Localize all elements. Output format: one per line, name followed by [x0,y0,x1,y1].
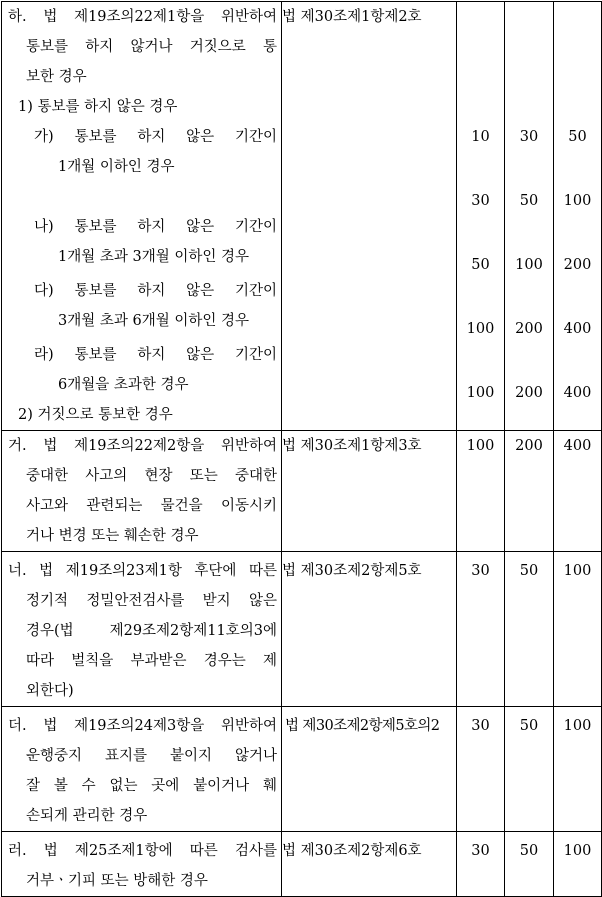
amount-first: 100 [466,438,495,454]
legal-basis: 법 제30조제1항제2호 [282,9,422,25]
amount-third-cell [554,707,602,832]
amount-second-cell [505,2,554,431]
amount-third: 400 [563,385,592,401]
penalty-table [1,1,602,897]
amount-third: 100 [563,563,592,579]
amount-first: 30 [471,718,490,734]
violation-cell [2,832,282,897]
violation-cell [2,2,282,431]
amount-second-cell [505,707,554,832]
violation-line: 외한다) [26,683,74,699]
violation-line: 통보를 하지 않거나 거짓으로 통 [26,39,277,55]
amount-second: 100 [515,257,543,273]
violation-line: 정기적 정밀안전검사를 받지 않은 [26,593,277,609]
violation-cell [2,431,282,552]
amount-third: 100 [563,193,592,209]
amount-first: 50 [471,257,490,273]
sub-item-line: 나) 통보를 하지 않은 기간이 [34,219,277,235]
amount-second: 50 [519,563,539,579]
amount-first: 30 [471,843,490,859]
amount-second: 200 [515,321,543,337]
legal-basis: 법 제30조제2항제5호 [282,563,422,579]
legal-basis-cell [282,2,457,431]
amount-first-cell [457,832,505,897]
amount-first: 100 [466,321,495,337]
legal-basis-cell [282,552,457,707]
sub-item-line: 1) 통보를 하지 않은 경우 [18,99,178,115]
sub-item-line: 다) 통보를 하지 않은 기간이 [34,283,277,299]
violation-line: 러. 법 제25조제1항에 따른 검사를 [8,843,277,859]
amount-third: 50 [568,129,587,145]
violation-line: 사고와 관련되는 물건을 이동시키 [26,498,277,514]
sub-item-line: 3개월 초과 6개월 이하인 경우 [58,313,249,329]
legal-basis-cell [282,431,457,552]
amount-third-cell [554,832,602,897]
sub-item-line: 1개월 초과 3개월 이하인 경우 [58,249,249,265]
violation-line: 거부ㆍ기피 또는 방해한 경우 [26,873,208,889]
amount-second: 200 [515,438,543,454]
amount-second-cell [505,832,554,897]
table-row-neo [2,552,602,707]
violation-line: 잘 볼 수 없는 곳에 붙이거나 훼 [26,778,277,794]
amount-third: 200 [563,257,592,273]
amount-first: 30 [471,563,490,579]
amount-second: 50 [519,843,539,859]
table-row-reo [2,832,602,897]
amount-first: 10 [471,129,490,145]
amount-first-cell [457,552,505,707]
table-row-deo [2,707,602,832]
legal-basis-cell [282,707,457,832]
amount-third: 100 [563,718,592,734]
amount-third-cell [554,2,602,431]
amount-second: 50 [519,193,539,209]
violation-cell [2,552,282,707]
amount-first-cell [457,707,505,832]
amount-first: 100 [466,385,495,401]
sub-item-line: 2) 거짓으로 통보한 경우 [18,407,173,423]
table-row-geo [2,431,602,552]
amount-first-cell [457,2,505,431]
violation-line: 경우(법 제29조제2항제11호의3에 [26,623,277,639]
sub-item-line: 라) 통보를 하지 않은 기간이 [34,347,277,363]
amount-third: 400 [563,321,592,337]
violation-cell [2,707,282,832]
amount-third: 100 [563,843,592,859]
violation-line: 따라 벌칙을 부과받은 경우는 제 [26,653,277,669]
legal-basis: 법 제30조제2항제6호 [282,843,422,859]
violation-line: 하. 법 제19조의22제1항을 위반하여 [8,9,277,25]
violation-line: 너. 법 제19조의23제1항 후단에 따른 [8,563,277,579]
amount-first-cell [457,431,505,552]
violation-line: 운행중지 표지를 붙이지 않거나 [26,748,277,764]
amount-third: 400 [563,438,592,454]
sub-item-line: 6개월을 초과한 경우 [58,377,189,393]
violation-line: 거나 변경 또는 훼손한 경우 [26,528,199,544]
amount-second-cell [505,431,554,552]
amount-second-cell [505,552,554,707]
amount-second: 200 [515,385,543,401]
amount-third-cell [554,552,602,707]
legal-basis: 법 제30조제1항제3호 [282,438,422,454]
violation-line: 더. 법 제19조의24제3항을 위반하여 [8,718,277,734]
sub-item-line: 1개월 이하인 경우 [58,159,175,175]
amount-second: 50 [519,718,539,734]
violation-line: 손되게 관리한 경우 [26,808,148,824]
legal-basis-cell [282,832,457,897]
violation-line: 거. 법 제19조의22제2항을 위반하여 [8,438,277,454]
amount-third-cell [554,431,602,552]
violation-line: 중대한 사고의 현장 또는 중대한 [26,468,277,484]
table-row-ha [2,2,602,431]
amount-first: 30 [471,193,490,209]
legal-basis: 법 제30조제2항제5호의2 [285,718,440,734]
sub-item-line: 가) 통보를 하지 않은 기간이 [34,129,277,145]
amount-second: 30 [519,129,539,145]
violation-line: 보한 경우 [26,69,87,85]
